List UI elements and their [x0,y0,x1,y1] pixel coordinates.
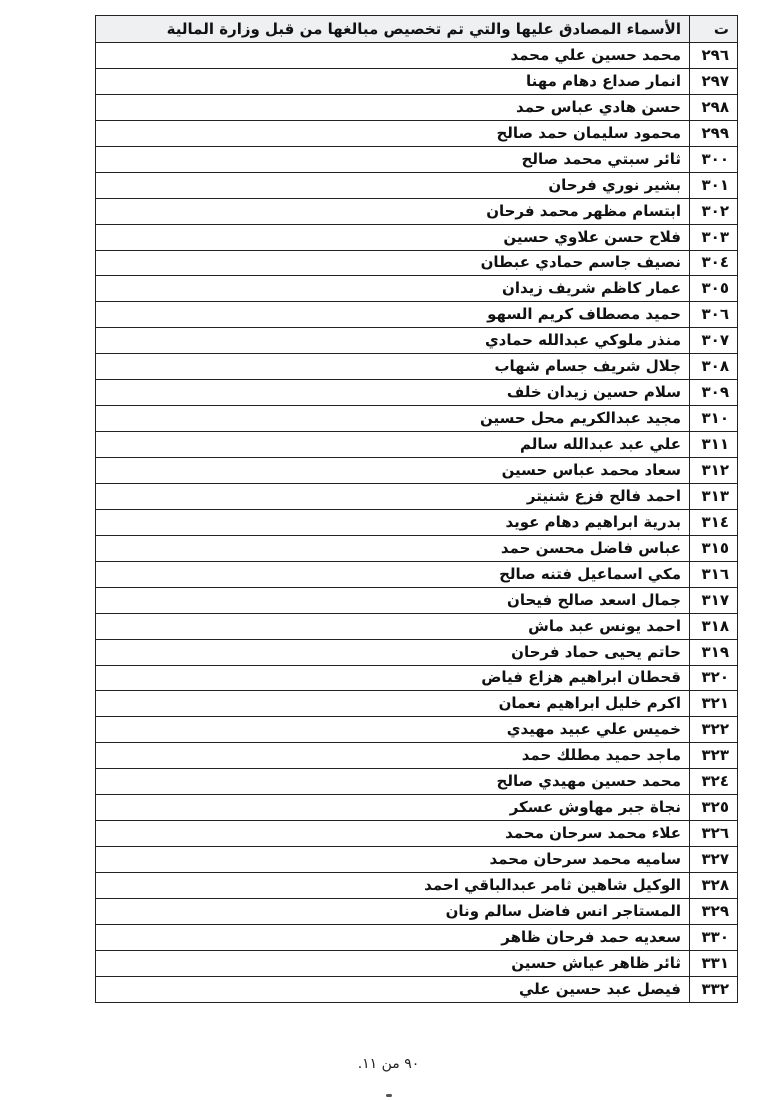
table-row [96,198,738,224]
row-number: ٢٩٩ [690,120,738,146]
table-row [96,795,738,821]
row-number: ٣١٦ [690,561,738,587]
row-number: ٣٠٤ [690,250,738,276]
row-name: فيصل عبد حسين علي [96,976,690,1002]
table-row [96,561,738,587]
row-name: انمار صداع دهام مهنا [96,68,690,94]
row-number: ٣٢١ [690,691,738,717]
table-row [96,302,738,328]
table-row [96,898,738,924]
row-number: ٣٢٢ [690,717,738,743]
row-number: ٣٣٢ [690,976,738,1002]
row-name: محمود سليمان حمد صالح [96,120,690,146]
row-name: ماجد حميد مطلك حمد [96,743,690,769]
table-row [96,354,738,380]
table-row [96,639,738,665]
table-row [96,587,738,613]
table-row [96,432,738,458]
row-number: ٣١٥ [690,535,738,561]
table-row [96,406,738,432]
table-row [96,873,738,899]
table-row [96,924,738,950]
table-row [96,94,738,120]
row-number: ٣٢٦ [690,821,738,847]
row-number: ٣١٧ [690,587,738,613]
table-row [96,535,738,561]
row-number: ٣١٤ [690,509,738,535]
row-number: ٣٢٧ [690,847,738,873]
row-number: ٣٠٢ [690,198,738,224]
row-number: ٣٠٩ [690,380,738,406]
table-row [96,509,738,535]
row-number: ٣٠٧ [690,328,738,354]
row-name: منذر ملوكي عبدالله حمادي [96,328,690,354]
table-row [96,120,738,146]
row-name: علاء محمد سرحان محمد [96,821,690,847]
table-row [96,769,738,795]
header-names: الأسماء المصادق عليها والتي تم تخصيص مبالغها من قبل وزارة المالية [96,16,690,43]
row-number: ٣١٣ [690,483,738,509]
row-name: حاتم يحيى حماد فرحان [96,639,690,665]
row-name: فلاح حسن علاوي حسين [96,224,690,250]
row-number: ٣٢٣ [690,743,738,769]
row-number: ٣٠٥ [690,276,738,302]
row-number: ٣١٢ [690,458,738,484]
row-number: ٣١٠ [690,406,738,432]
row-name: احمد يونس عبد ماش [96,613,690,639]
row-number: ٢٩٨ [690,94,738,120]
row-name: قحطان ابراهيم هزاع فياض [96,665,690,691]
row-name: ثائر سبتي محمد صالح [96,146,690,172]
row-number: ٣٣١ [690,950,738,976]
row-name: جمال اسعد صالح فيحان [96,587,690,613]
row-name: نجاة جبر مهاوش عسكر [96,795,690,821]
row-number: ٣٢٤ [690,769,738,795]
table-row [96,458,738,484]
table-row [96,328,738,354]
row-number: ٣١١ [690,432,738,458]
row-number: ٣٠٣ [690,224,738,250]
table-row [96,665,738,691]
row-name: ابتسام مظهر محمد فرحان [96,198,690,224]
names-table [95,15,738,1003]
row-number: ٣٠٠ [690,146,738,172]
table-row [96,691,738,717]
table-row [96,743,738,769]
row-number: ٣٢٨ [690,873,738,899]
table-row [96,821,738,847]
table-row [96,950,738,976]
row-number: ٣١٨ [690,613,738,639]
table-row [96,276,738,302]
row-name: ثائر ظاهر عياش حسين [96,950,690,976]
row-number: ٢٩٦ [690,43,738,69]
row-name: مجيد عبدالكريم محل حسين [96,406,690,432]
row-name: مكي اسماعيل فتنه صالح [96,561,690,587]
row-number: ٣٣٠ [690,924,738,950]
row-name: ساميه محمد سرحان محمد [96,847,690,873]
table-body [96,43,738,1003]
row-name: سلام حسين زيدان خلف [96,380,690,406]
table-row [96,380,738,406]
table-row [96,146,738,172]
row-name: عباس فاضل محسن حمد [96,535,690,561]
row-number: ٣٢٥ [690,795,738,821]
row-name: بشير نوري فرحان [96,172,690,198]
row-number: ٢٩٧ [690,68,738,94]
row-name: احمد فالح فزع شنيتر [96,483,690,509]
row-name: خميس علي عبيد مهيدي [96,717,690,743]
row-name: الوكيل شاهين ثامر عبدالباقي احمد [96,873,690,899]
row-name: محمد حسين علي محمد [96,43,690,69]
row-name: جلال شريف جسام شهاب [96,354,690,380]
row-name: بدرية ابراهيم دهام عويد [96,509,690,535]
table-row [96,43,738,69]
header-number: ت [690,16,738,43]
row-number: ٣٠٦ [690,302,738,328]
row-name: سعديه حمد فرحان ظاهر [96,924,690,950]
row-number: ٣٢٩ [690,898,738,924]
row-name: حميد مصطاف كريم السهو [96,302,690,328]
row-number: ٣٢٠ [690,665,738,691]
row-name: اكرم خليل ابراهيم نعمان [96,691,690,717]
row-name: المستاجر انس فاضل سالم ونان [96,898,690,924]
table-row [96,483,738,509]
row-name: سعاد محمد عباس حسين [96,458,690,484]
row-number: ٣٠٨ [690,354,738,380]
scan-mark [386,1094,392,1097]
row-name: علي عبد عبدالله سالم [96,432,690,458]
table-row [96,717,738,743]
table-row [96,224,738,250]
page-number: ٩٠ من ١١. [357,1056,420,1072]
table-row [96,847,738,873]
table-row [96,68,738,94]
row-number: ٣٠١ [690,172,738,198]
table-row [96,250,738,276]
table-header-row [96,16,738,43]
row-name: نصيف جاسم حمادي عبطان [96,250,690,276]
table-row [96,976,738,1002]
row-number: ٣١٩ [690,639,738,665]
row-name: حسن هادي عباس حمد [96,94,690,120]
table-row [96,613,738,639]
row-name: محمد حسين مهيدي صالح [96,769,690,795]
table-row [96,172,738,198]
row-name: عمار كاظم شريف زيدان [96,276,690,302]
